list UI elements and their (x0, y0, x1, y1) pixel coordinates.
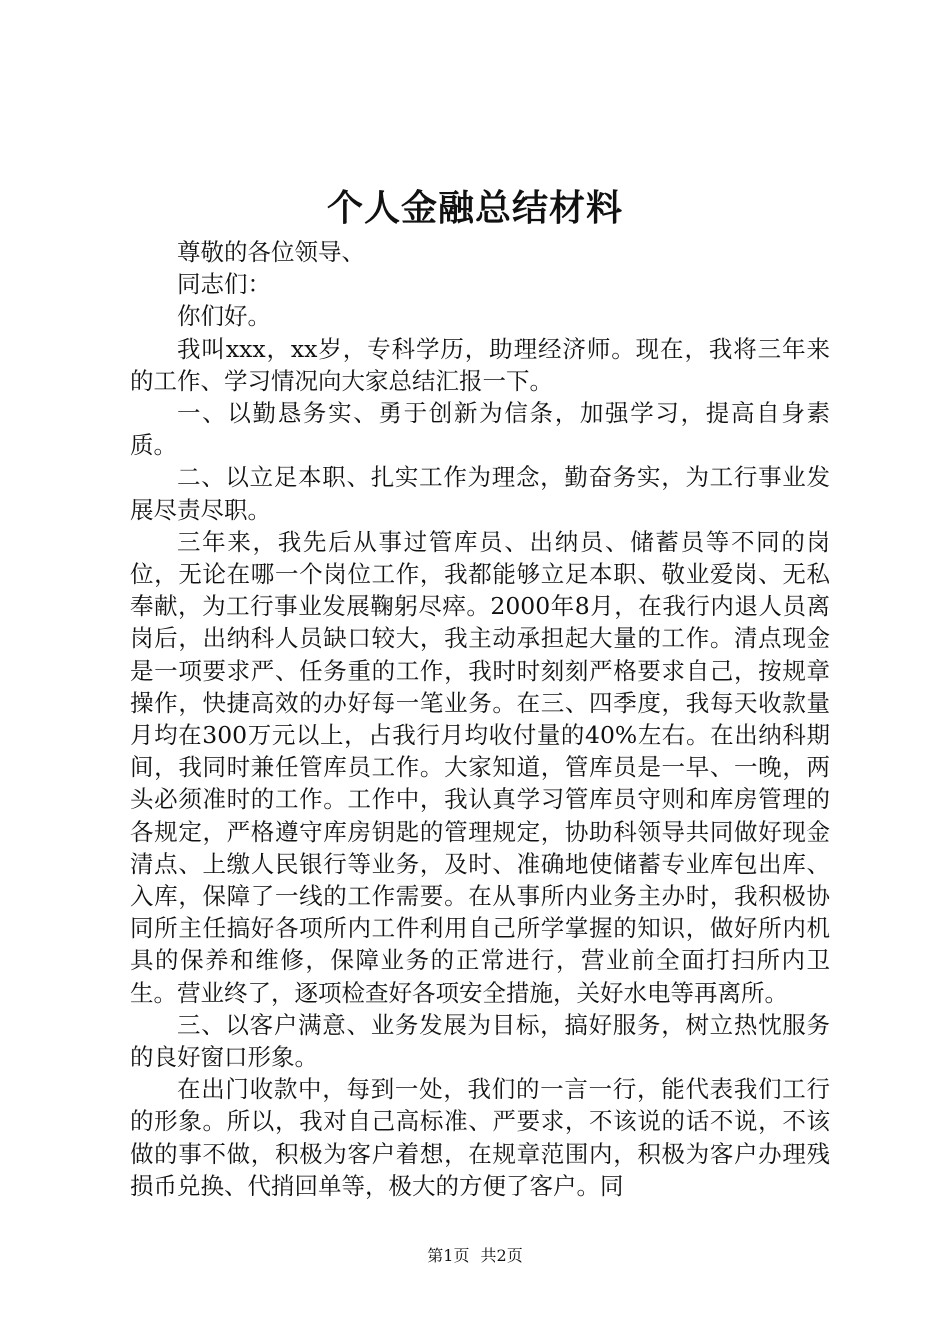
page-footer (0, 1243, 950, 1266)
section-heading: 三、以客户满意、业务发展为目标，搞好服务，树立热忱服务的良好窗口形象。 (130, 1010, 830, 1072)
page-number: 第1页 (427, 1246, 470, 1265)
salutation-line: 尊敬的各位领导、 (177, 238, 365, 266)
body-paragraph: 在出门收款中，每到一处，我们的一言一行，能代表我们工行的形象。所以，我对自己高标准、严要求，不该说的话不说，不该做的事不做，积极为客户着想，在规章范围内，积极为客户办理残损币兑换、代捎回单等，极大的方便了客户。同 (130, 1075, 830, 1200)
document-body (130, 236, 830, 1202)
greeting-line: 你们好。 (177, 302, 271, 331)
section-heading: 一、以勤恳务实、勇于创新为信条，加强学习，提高自身素质。 (130, 399, 830, 460)
page-total: 共2页 (480, 1246, 523, 1265)
body-paragraph: 三年来，我先后从事过管库员、出纳员、储蓄员等不同的岗位，无论在哪一个岗位工作，我都能够立足本职、敬业爱岗、无私奉献，为工行事业发展鞠躬尽瘁。2000年8月，在我行内退人员离岗后，出纳科人员缺口较大，我主动承担起大量的工作。清点现金是一项要求严、任务重的工作，我时时刻刻严格要求自己，按规章操作，快捷高效的办好每一笔业务。在三、四季度，我每天收款量月均在300万元以上，占我行月均收付量的40%左右。在出纳科期间，我同时兼任管库员工作。大家知道，管库员是一早、一晚，两头必须准时的工作。工作中，我认真学习管库员守则和库房管理的各规定，严格遵守库房钥匙的管理规定，协助科领导共同做好现金清点、上缴人民银行等业务，及时、准确地使储蓄专业库包出库、入库，保障了一线的工作需要。在从事所内业务主办时，我积极协同所主任搞好各项所内工件利用自己所学掌握的知识，做好所内机具的保养和维修，保障业务的正常进行，营业前全面打扫所内卫生。营业终了，逐项检查好各项安全措施，关好水电等再离所。 (130, 527, 830, 1007)
salutation-line: 同志们： (177, 270, 271, 299)
document-title: 个人金融总结材料 (326, 187, 623, 229)
body-paragraph: 我叫xxx，xx岁，专科学历，助理经济师。现在，我将三年来的工作、学习情况向大家总结汇报一下。 (130, 334, 830, 395)
section-heading: 二、以立足本职、扎实工作为理念，勤奋务实，为工行事业发展尽责尽职。 (130, 463, 830, 524)
